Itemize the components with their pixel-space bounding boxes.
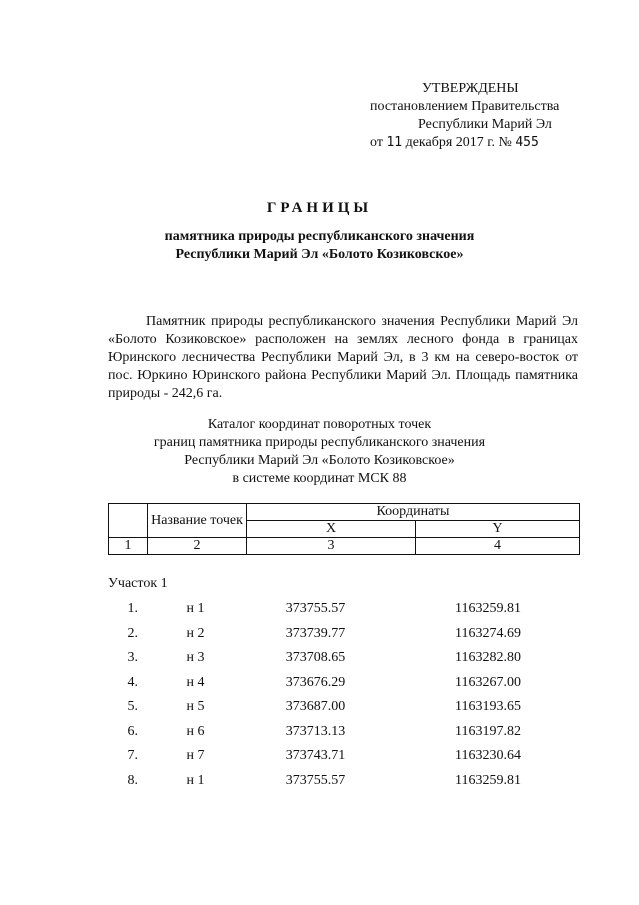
subtitle-line-2: Республики Марий Эл «Болото Козиковское» (175, 247, 464, 262)
document-subtitle (0, 228, 639, 264)
table-row (108, 720, 580, 745)
table-row (108, 646, 580, 671)
point-name: н 1 (186, 772, 205, 788)
y-coordinate: 1163197.82 (455, 723, 521, 739)
y-coordinate: 1163267.00 (455, 674, 521, 690)
x-coordinate: 373713.13 (285, 723, 346, 739)
x-coordinate: 373755.57 (285, 772, 346, 788)
y-coordinate: 1163259.81 (455, 601, 521, 617)
header-empty-cell (109, 504, 148, 538)
row-number: 7. (127, 748, 138, 764)
table-row (108, 622, 580, 647)
approval-heading: УТВЕРЖДЕНЫ (422, 81, 519, 96)
x-coordinate: 373743.71 (285, 748, 346, 764)
subtitle-line-1: памятника природы республиканского значения (164, 229, 475, 244)
catalog-line-1: Каталог координат поворотных точек (207, 417, 432, 432)
coordinates-table-header (108, 503, 580, 555)
approval-block (340, 80, 600, 152)
date-text: декабря 2017 г. № (405, 135, 512, 150)
header-col-num-2: 2 (148, 538, 247, 555)
point-name: н 6 (186, 723, 205, 739)
approval-date-line (340, 134, 600, 152)
y-coordinate: 1163193.65 (455, 699, 521, 715)
plot-label: Участок 1 (108, 576, 168, 591)
catalog-line-4: в системе координат МСК 88 (232, 471, 407, 486)
header-coordinates: Координаты (247, 504, 580, 521)
row-number: 6. (127, 723, 138, 739)
point-name: н 5 (186, 699, 205, 715)
row-number: 3. (127, 650, 138, 666)
header-col-num-1: 1 (109, 538, 148, 555)
date-prefix: от (370, 135, 383, 150)
row-number: 5. (127, 699, 138, 715)
header-y: Y (416, 521, 580, 538)
x-coordinate: 373708.65 (285, 650, 346, 666)
point-name: н 3 (186, 650, 205, 666)
description-text: Памятник природы республиканского значения Республики Марий Эл «Болото Козиковское» расположен на землях лесного фонда в границах Юринского лесничества Республики Марий Эл, в 3 км на северо-восток от пос. Юркино Юринского района Республики Марий Эл. Площадь памятника природы - 242,6 га. (108, 314, 578, 401)
point-name: н 4 (186, 674, 205, 690)
row-number: 4. (127, 674, 138, 690)
description-paragraph (108, 313, 578, 403)
header-col-num-4: 4 (416, 538, 580, 555)
catalog-line-2: границ памятника природы республиканского значения (153, 435, 486, 450)
row-number: 2. (127, 625, 138, 641)
point-name: н 1 (186, 601, 205, 617)
table-row (108, 671, 580, 696)
catalog-line-3: Республики Марий Эл «Болото Козиковское» (184, 453, 455, 468)
y-coordinate: 1163282.80 (455, 650, 521, 666)
row-number: 1. (127, 601, 138, 617)
header-x: X (247, 521, 416, 538)
document-title: ГРАНИЦЫ (266, 200, 373, 216)
date-day: 11 (386, 135, 403, 150)
x-coordinate: 373755.57 (285, 601, 346, 617)
header-point-name: Название точек (148, 504, 247, 538)
y-coordinate: 1163259.81 (455, 772, 521, 788)
table-row (108, 695, 580, 720)
header-col-num-3: 3 (247, 538, 416, 555)
catalog-heading (0, 416, 639, 488)
table-row (108, 769, 580, 794)
x-coordinate: 373676.29 (285, 674, 346, 690)
point-name: н 2 (186, 625, 205, 641)
x-coordinate: 373687.00 (285, 699, 346, 715)
point-name: н 7 (186, 748, 205, 764)
approval-line-republic: Республики Марий Эл (418, 117, 552, 132)
y-coordinate: 1163274.69 (455, 625, 521, 641)
y-coordinate: 1163230.64 (455, 748, 521, 764)
x-coordinate: 373739.77 (285, 625, 346, 641)
row-number: 8. (127, 772, 138, 788)
table-row (108, 597, 580, 622)
decree-number: 455 (515, 135, 539, 150)
table-row (108, 744, 580, 769)
coordinates-table (108, 597, 580, 793)
approval-line-resolution: постановлением Правительства (370, 99, 560, 114)
